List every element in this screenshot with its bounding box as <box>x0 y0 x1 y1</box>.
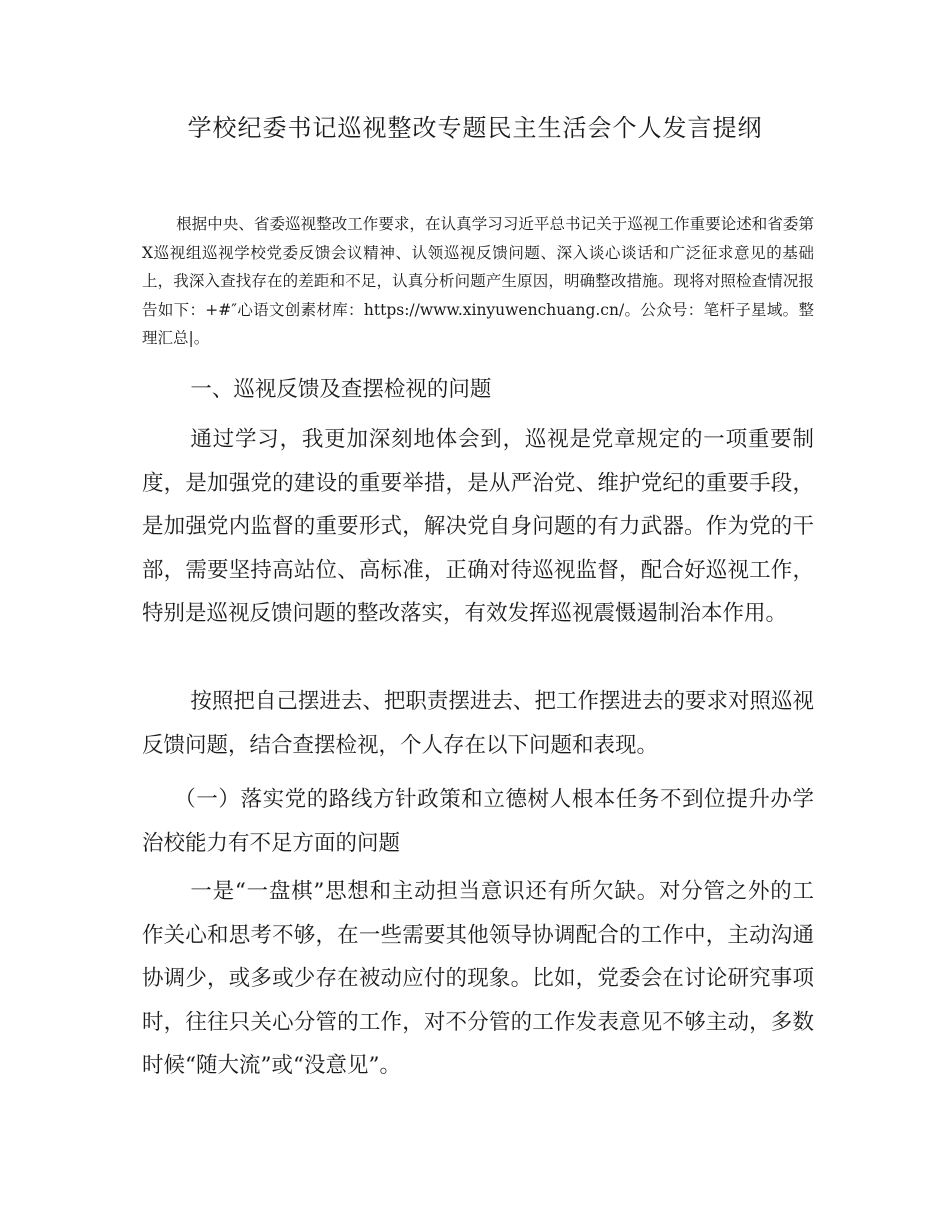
body-paragraph: 按照把自己摆进去、把职责摆进去、把工作摆进去的要求对照巡视反馈问题，结合查摆检视，个人存在以下问题和表现。 <box>142 689 814 758</box>
subsection-heading: （一）落实党的路线方针政策和立德树人根本任务不到位提升办学治校能力有不足方面的问题 <box>142 787 814 856</box>
document-title: 学校纪委书记巡视整改专题民主生活会个人发言提纲 <box>187 114 763 142</box>
intro-paragraph: 根据中央、省委巡视整改工作要求，在认真学习习近平总书记关于巡视工作重要论述和省委第X巡视组巡视学校党委反馈会议精神、认领巡视反馈问题、深入谈心谈话和广泛征求意见的基础上，我深入查找存在的差距和不足，认真分析问题产生原因，明确整改措施。现将对照检查情况报告如下：+#″心语文创素材库：https://www.xinyuwenchuang.cn/。公众号：笔杆子星域。整理汇总|。 <box>142 215 814 347</box>
section-heading: 一、巡视反馈及查摆检视的问题 <box>190 377 492 402</box>
body-paragraph: 一是“一盘棋”思想和主动担当意识还有所欠缺。对分管之外的工作关心和思考不够，在一些需要其他领导协调配合的工作中，主动沟通协调少，或多或少存在被动应付的现象。比如，党委会在讨论研究事项时，往往只关心分管的工作，对不分管的工作发表意见不够主动，多数时候“随大流”或“没意见”。 <box>142 879 814 1078</box>
body-paragraph: 通过学习，我更加深刻地体会到，巡视是党章规定的一项重要制度，是加强党的建设的重要举措，是从严治党、维护党纪的重要手段，是加强党内监督的重要形式，解决党自身问题的有力武器。作为党的干部，需要坚持高站位、高标准，正确对待巡视监督，配合好巡视工作，特别是巡视反馈问题的整改落实，有效发挥巡视震慑遏制治本作用。 <box>142 427 814 626</box>
